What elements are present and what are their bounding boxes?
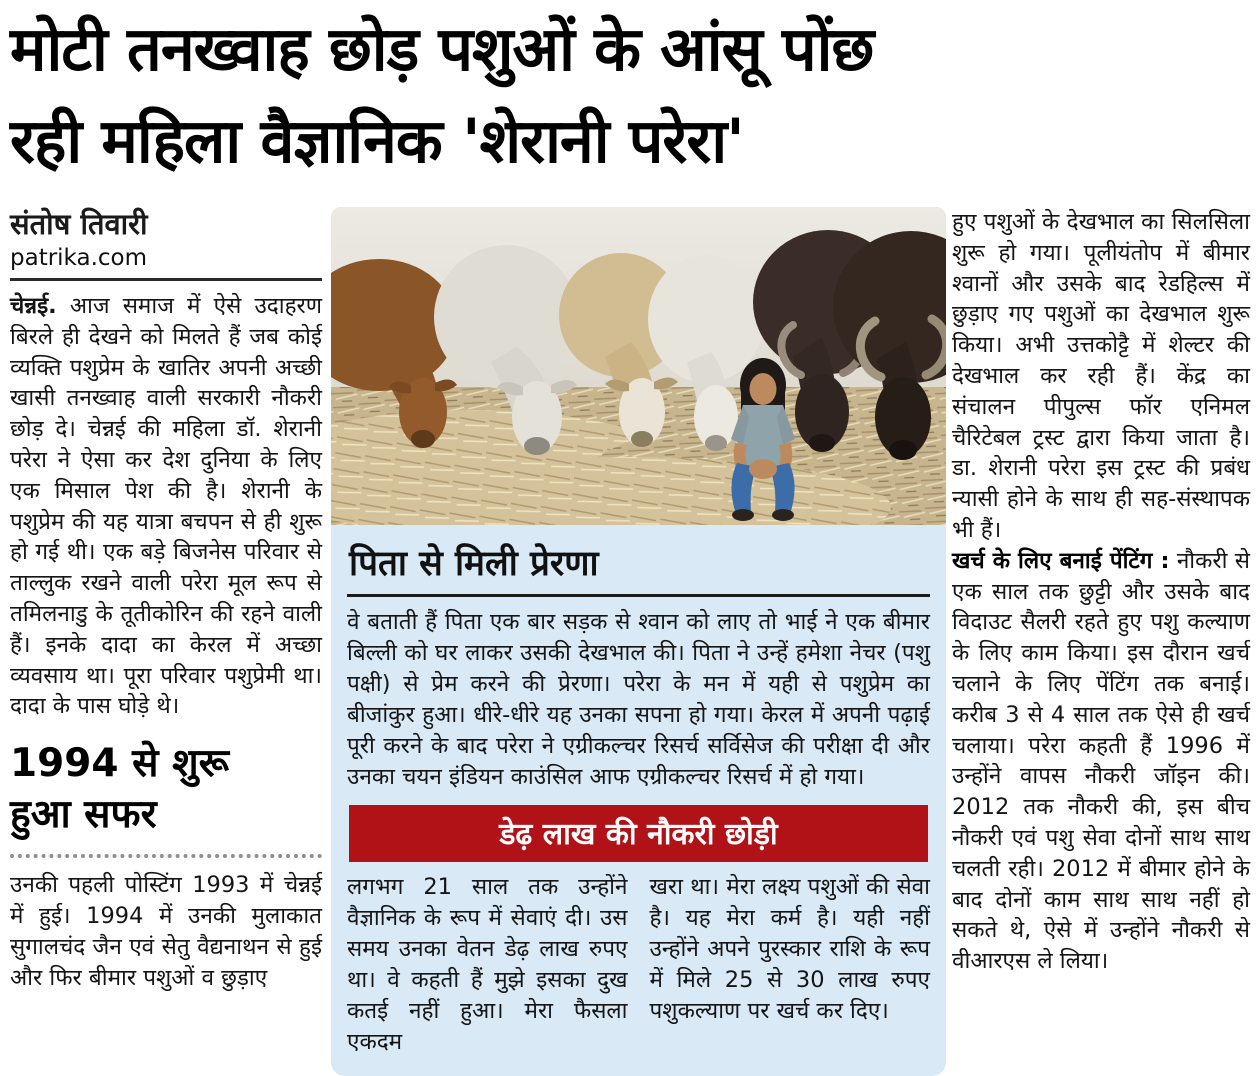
highlight-banner: डेढ़ लाख की नौकरी छोड़ी xyxy=(349,805,928,862)
left-subhead-line-1: 1994 से शुरू xyxy=(10,741,229,787)
banner-columns xyxy=(347,872,930,1058)
headline-line-2: रही महिला वैज्ञानिक 'शेरानी परेरा' xyxy=(10,106,744,177)
left-column xyxy=(10,207,322,993)
middle-column xyxy=(331,207,946,1076)
inspiration-box xyxy=(331,525,946,1076)
dateline: चेन्नई. xyxy=(10,293,57,319)
byline-rule xyxy=(10,278,322,281)
left-paragraph-1-text: आज समाज में ऐसे उदाहरण बिरले ही देखने को मिलते हैं जब कोई व्यक्ति पशुप्रेम के खातिर अपनी अच्छी खासी तनख्वाह वाली सरकारी नौकरी छोड़ दे। चेन्नई की महिला डॉ. शेरानी परेरा ने ऐसा कर देश दुनिया के लिए एक मिसाल पेश की है। शेरानी के पशुप्रेम की यह यात्रा बचपन से ही शुरू हो गई थी। एक बड़े बिजनेस परिवार से ताल्लुक रखने वाली परेरा मूल रूप से तमिलनाडु के तूतीकोरिन की रहने वाली हैं। इनके दादा का केरल में अच्छा व्यवसाय था। पूरा परिवार पशुप्रेमी था। दादा के पास घोड़े थे। xyxy=(10,293,322,720)
right-paragraph-1: हुए पशुओं के देखभाल का सिलसिला शुरू हो गया। पूलीयंतोप में बीमार श्वानों और उसके बाद रेडहिल्स में छुड़ाए गए पशुओं का देखभाल शुरू किया। अभी उत्तकोट्टै में शेल्टर की देखभाल कर रही हैं। केंद्र का संचालन पीपुल्स फॉर एनिमल चैरिटेबल ट्रस्ट द्वारा किया जाता है। डा. शेरानी परेरा इस ट्रस्ट की प्रबंध न्यासी होने के साथ ही सह-संस्थापक भी हैं। xyxy=(952,209,1250,543)
right-paragraph-2 xyxy=(952,546,1250,977)
left-subhead xyxy=(10,738,322,840)
cattle-photo-illustration xyxy=(331,207,946,525)
right-column xyxy=(952,207,1250,977)
left-subhead-line-2: हुआ सफर xyxy=(10,792,157,838)
painting-subhead: खर्च के लिए बनाई पेंटिंग : xyxy=(952,547,1170,574)
byline-author: संतोष तिवारी xyxy=(10,207,148,241)
article-headline xyxy=(10,4,1220,188)
byline-source: patrika.com xyxy=(10,245,148,271)
left-paragraph-1 xyxy=(10,291,322,722)
article-photo xyxy=(331,207,946,525)
left-paragraph-2: उनकी पहली पोस्टिंग 1993 में चेन्नई में हुई। 1994 में उनकी मुलाकात सुगालचंद जैन एवं सेतु वैद्यनाथन से हुई और फिर बीमार पशुओं व छुड़ाए xyxy=(10,872,322,991)
inspiration-heading: पिता से मिली प्रेरणा xyxy=(347,535,930,597)
banner-column-1: लगभग 21 साल तक उन्होंने वैज्ञानिक के रूप में सेवाएं दी। उस समय उनका वेतन डेढ़ लाख रुपए था। वे कहती हैं मुझे इसका दुख कतई नहीं हुआ। मेरा फैसला एकदम xyxy=(347,874,628,1055)
headline-line-1: मोटी तनख्वाह छोड़ पशुओं के आंसू पोंछ xyxy=(10,14,874,85)
inspiration-body: वे बताती हैं पिता एक बार सड़क से श्वान को लाए तो भाई ने एक बीमार बिल्ली को घर लाकर उसकी देखभाल की। पिता ने उन्हें हमेशा नेचर (पशु पक्षी) से प्रेम करने की प्रेरणा। परेरा के मन में यही से पशुप्रेम का बीजांकुर हुआ। धीरे-धीरे यह उनका सपना हो गया। केरल में अपनी पढ़ाई पूरी करने के बाद परेरा ने एग्रीकल्चर रिसर्च सर्विसेज की परीक्षा दी और उनका चयन इंडियन काउंसिल आफ एग्रीकल्चर रिसर्च में हो गया। xyxy=(347,609,930,790)
banner-column-2: खरा था। मेरा लक्ष्य पशुओं की सेवा है। यह मेरा कर्म है। यही नहीं उन्होंने अपने पुरस्कार राशि के रूप में मिले 25 से 30 लाख रुपए पशुकल्याण पर खर्च कर दिए। xyxy=(649,874,930,1024)
dotted-divider xyxy=(10,854,322,858)
right-paragraph-2-text: नौकरी से एक साल तक छुट्टी और उसके बाद विदाउट सैलरी रहते हुए पशु कल्याण के लिए काम किया। इस दौरान खर्च चलाने के लिए पेंटिंग तक बनाई। करीब 3 से 4 साल तक ऐसे ही खर्च चलाया। परेरा कहती हैं 1996 में उन्होंने वापस नौकरी जॉइन की। 2012 तक नौकरी की, इस बीच नौकरी एवं पशु सेवा दोनों साथ साथ चलती रही। 2012 में बीमार होने के बाद दोनों काम साथ साथ नहीं हो सकते थे, ऐसे में उन्होंने नौकरी से वीआरएस ले लिया। xyxy=(952,547,1250,975)
